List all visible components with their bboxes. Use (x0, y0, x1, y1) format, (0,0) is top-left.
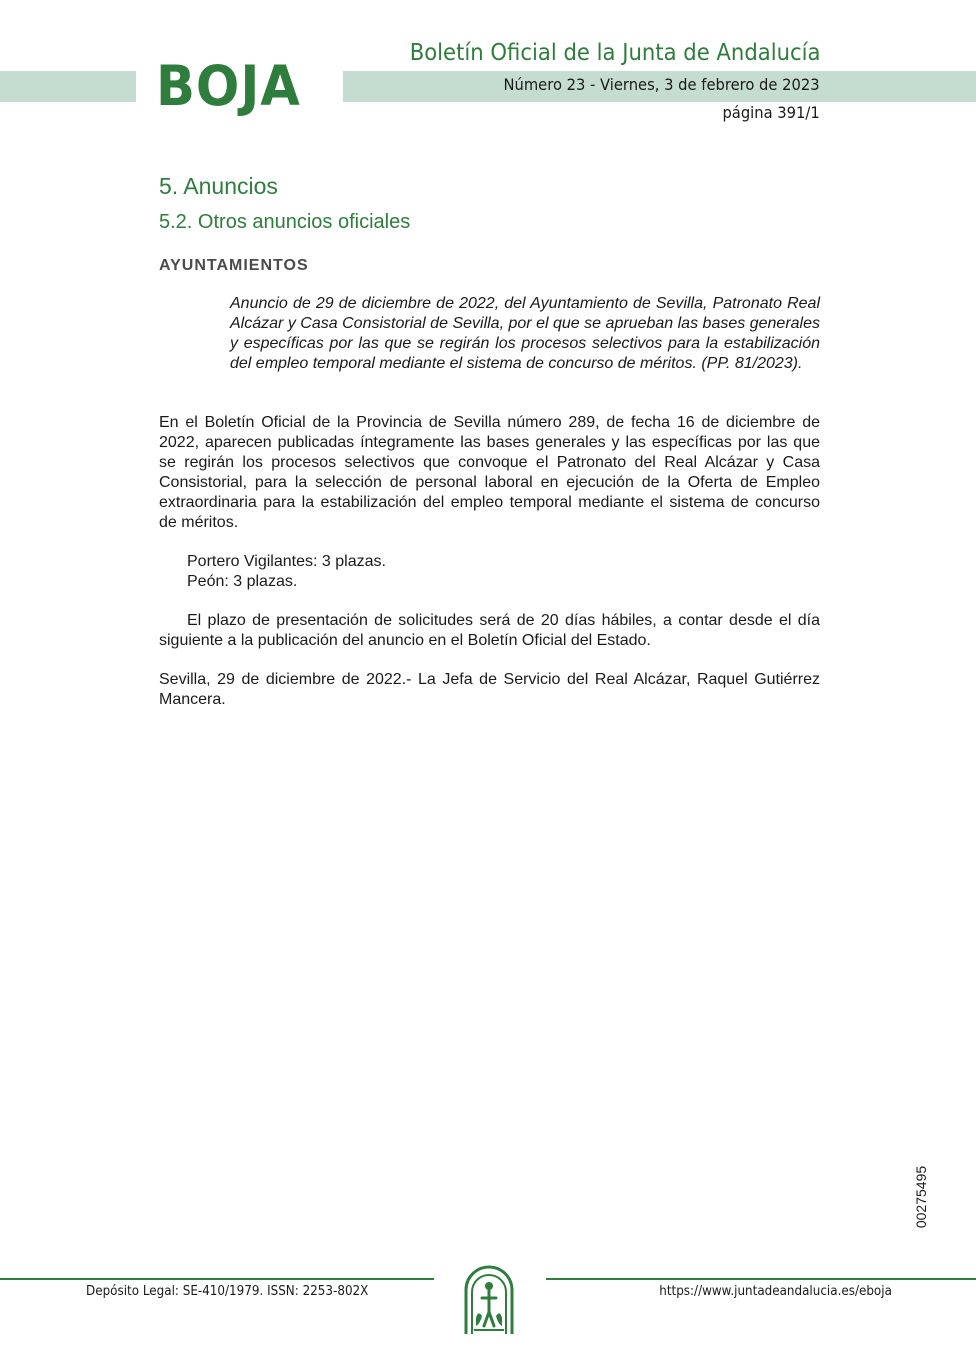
publication-title: Boletín Oficial de la Junta de Andalucía (409, 40, 820, 66)
announcement-title: Anuncio de 29 de diciembre de 2022, del Ayuntamiento de Sevilla, Patronato Real Alcázar y Casa Consistorial de Sevilla, por el que se aprueban las bases generales y específicas por las que se regirán los procesos selectivos para la estabilización del empleo temporal mediante el sistema de concurso de méritos. (PP. 81/2023). (230, 295, 820, 372)
subsection-heading: 5.2. Otros anuncios oficiales (159, 211, 411, 233)
list-item: Portero Vigilantes: 3 plazas. (187, 553, 386, 570)
category-heading: AYUNTAMIENTOS (159, 257, 309, 274)
footer-rule-right (546, 1278, 976, 1280)
positions-list (187, 552, 386, 592)
boja-logo: BOJA (156, 54, 301, 118)
legal-deposit: Depósito Legal: SE-410/1979. ISSN: 2253-802X (86, 1284, 369, 1299)
header-band-left (0, 71, 136, 102)
body-paragraph-2: El plazo de presentación de solicitudes será de 20 días hábiles, a contar desde el día siguiente a la publicación del anuncio en el Boletín Oficial del Estado. (159, 612, 820, 649)
issue-info: Número 23 - Viernes, 3 de febrero de 2023 (503, 75, 820, 94)
page-number: página 391/1 (722, 103, 820, 122)
junta-andalucia-emblem-icon (462, 1260, 516, 1336)
body-paragraph-1: En el Boletín Oficial de la Provincia de Sevilla número 289, de fecha 16 de diciembre de 2022, aparecen publicadas íntegramente las bases generales y las específicas por las que se regirán los procesos selectivos que convoque el Patronato del Real Alcázar y Casa Consistorial, para la selección de personal laboral en ejecución de la Oferta de Empleo extraordinaria para la estabilización del empleo temporal mediante el sistema de concurso de méritos. (159, 414, 820, 531)
list-item: Peón: 3 plazas. (187, 573, 298, 590)
signature-line: Sevilla, 29 de diciembre de 2022.- La Jefa de Servicio del Real Alcázar, Raquel Gutiérrez Mancera. (159, 671, 820, 708)
footer-url[interactable]: https://www.juntadeandalucia.es/eboja (659, 1284, 892, 1299)
section-heading: 5. Anuncios (159, 173, 278, 199)
document-id: 00275495 (913, 1165, 929, 1229)
footer-rule-left (0, 1278, 434, 1280)
